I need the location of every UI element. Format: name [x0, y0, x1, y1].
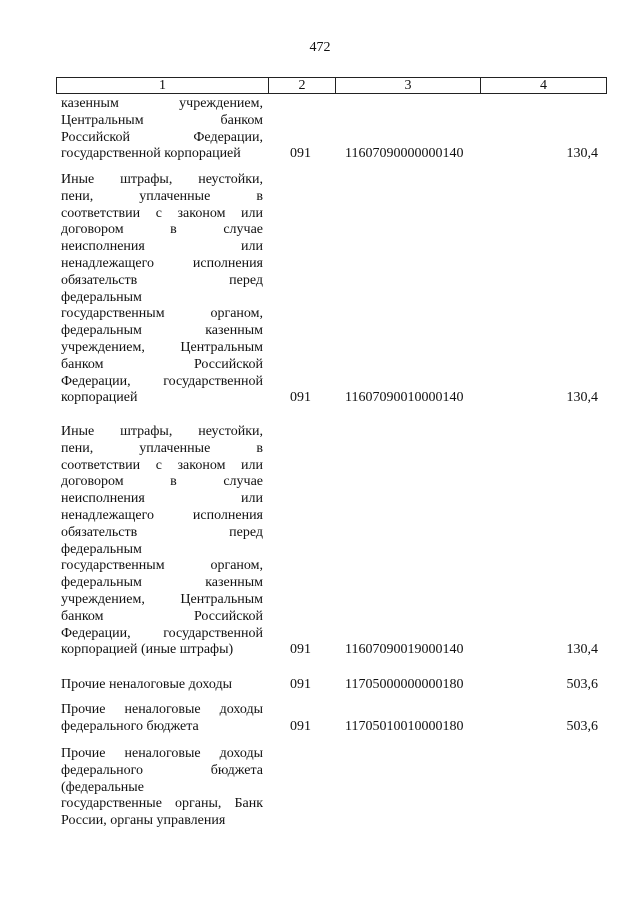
- description-line: Иные штрафы, неустойки,: [61, 424, 263, 439]
- description-line: соответствии с законом или: [61, 205, 263, 221]
- description-line: обязательств перед: [61, 524, 263, 540]
- row-code-2: 091: [290, 718, 311, 734]
- description-line: договором в случае: [61, 222, 263, 238]
- description-line: ненадлежащего исполнения: [61, 255, 263, 271]
- description-line: России, органы управления: [61, 813, 226, 829]
- row-description: [61, 702, 263, 736]
- row-description: [61, 172, 263, 407]
- description-line: неисполнения или: [61, 491, 263, 507]
- row-code-3: 11705010010000180: [345, 718, 464, 734]
- description-line: соответствии с законом или: [61, 457, 263, 473]
- description-line: учреждением, Центральным: [61, 339, 263, 355]
- description-line: федеральным: [61, 289, 142, 305]
- header-col-4: 4: [540, 78, 547, 93]
- description-line: Прочие неналоговые доходы: [61, 677, 233, 692]
- description-line: пени, уплаченные в: [61, 188, 263, 204]
- description-line: федеральным: [61, 541, 142, 557]
- description-line: неисполнения или: [61, 239, 263, 255]
- row-description: [61, 424, 263, 659]
- description-line: корпорацией (иные штрафы): [61, 642, 234, 658]
- row-value: 130,4: [566, 390, 598, 406]
- header-col-2: 2: [269, 78, 336, 93]
- row-value: 130,4: [566, 642, 598, 658]
- description-line: ненадлежащего исполнения: [61, 507, 263, 523]
- description-line: корпорацией: [61, 390, 138, 406]
- description-line: Федерации, государственной: [61, 625, 263, 641]
- header-col-1: 1: [57, 78, 269, 93]
- description-line: (федеральные: [61, 779, 144, 795]
- row-code-3: 11705000000000180: [345, 677, 464, 692]
- description-line: федеральным казенным: [61, 575, 263, 591]
- description-line: Центральным банком: [61, 112, 263, 128]
- row-value: 503,6: [566, 677, 598, 692]
- row-code-2: 091: [290, 642, 311, 658]
- row-value: 130,4: [566, 146, 598, 162]
- description-line: банком Российской: [61, 356, 263, 372]
- row-description: [61, 677, 263, 694]
- description-line: государственные органы, Банк: [61, 796, 263, 812]
- row-description: [61, 746, 263, 830]
- header-col-3: 3: [336, 78, 481, 93]
- description-line: Российской Федерации,: [61, 129, 263, 145]
- row-code-2: 091: [290, 677, 311, 692]
- description-line: банком Российской: [61, 608, 263, 624]
- description-line: учреждением, Центральным: [61, 591, 263, 607]
- description-line: договором в случае: [61, 474, 263, 490]
- row-description: [61, 96, 263, 163]
- row-code-3: 11607090000000140: [345, 146, 464, 162]
- description-line: федеральным казенным: [61, 323, 263, 339]
- description-line: Прочие неналоговые доходы: [61, 702, 263, 717]
- description-line: обязательств перед: [61, 272, 263, 288]
- row-code-2: 091: [290, 390, 311, 406]
- description-line: Иные штрафы, неустойки,: [61, 172, 263, 187]
- description-line: казенным учреждением,: [61, 96, 263, 111]
- description-line: государственным органом,: [61, 558, 263, 574]
- description-line: государственным органом,: [61, 306, 263, 322]
- page-number: 472: [309, 40, 331, 55]
- description-line: Прочие неналоговые доходы: [61, 746, 263, 761]
- row-code-3: 11607090019000140: [345, 642, 464, 658]
- row-code-3: 11607090010000140: [345, 390, 464, 406]
- description-line: государственной корпорацией: [61, 146, 241, 162]
- table-header: [56, 77, 607, 94]
- description-line: федерального бюджета: [61, 718, 199, 734]
- description-line: пени, уплаченные в: [61, 440, 263, 456]
- row-code-2: 091: [290, 146, 311, 162]
- description-line: Федерации, государственной: [61, 373, 263, 389]
- description-line: федерального бюджета: [61, 762, 263, 778]
- row-value: 503,6: [566, 718, 598, 734]
